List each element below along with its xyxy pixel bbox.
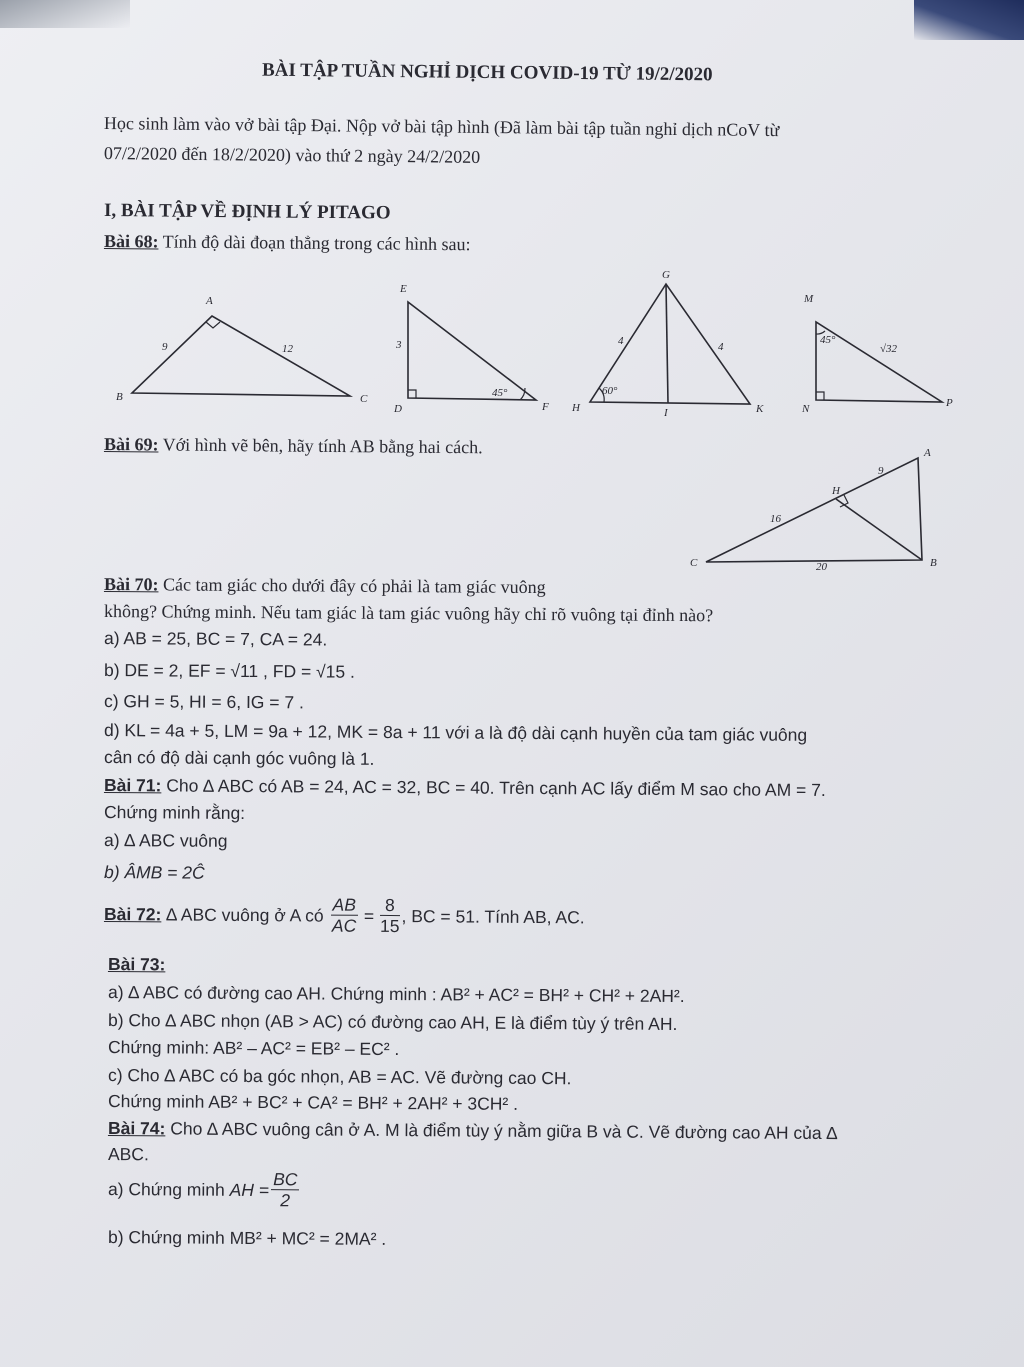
bai71-label: Bài 71: — [103, 775, 162, 796]
segment-ha-length: 9 — [878, 465, 884, 477]
fraction-ab-ac — [330, 895, 358, 936]
angle-f-value: 45° — [492, 387, 508, 399]
bai71-line-2: Chứng minh rằng: — [103, 802, 246, 823]
fraction-bc-2 — [271, 1169, 300, 1210]
label-g: G — [662, 269, 670, 281]
fraction-denominator-ac: AC — [331, 915, 357, 936]
bai69-figure — [686, 442, 946, 582]
bai74-a-lhs: AH = — [229, 1179, 270, 1200]
bai74-label: Bài 74: — [107, 1118, 166, 1139]
bai73-b-line-1: b) Cho ∆ ABC nhọn (AB > AC) có đường cao AH, E là điểm tùy ý trên AH. — [107, 1010, 678, 1034]
label-b: B — [116, 391, 123, 403]
side-ac-length: 12 — [282, 343, 293, 355]
triangle-edf — [408, 302, 536, 400]
bai71-a: a) ∆ ABC vuông — [103, 830, 228, 851]
bai74-a-pre: a) Chứng minh — [107, 1178, 230, 1200]
label-a: A — [206, 295, 213, 307]
label-m: M — [804, 293, 814, 305]
bai70-b: b) DE = 2, EF = √11 , FD = √15 . — [103, 660, 355, 682]
label-c: C — [360, 393, 368, 405]
label-h: H — [572, 402, 580, 414]
bai74-text-1: Cho ∆ ABC vuông cân ở A. M là điểm tùy ý nằm giữa B và C. Vẽ đường cao AH của ∆ — [165, 1118, 838, 1144]
bai72-post: , BC = 51. Tính AB, AC. — [401, 905, 585, 927]
fraction-numerator-ab: AB — [331, 895, 359, 916]
bai74-line-1 — [108, 1117, 837, 1144]
background-shadow — [0, 0, 130, 28]
bai71-b: b) ÂMB = 2Ĉ — [103, 862, 205, 883]
bai73-a: a) ∆ ABC có đường cao AH. Chứng minh : AB² + AC² = BH² + CH² + 2AH². — [107, 982, 685, 1007]
bai70-d-line-2: cân có độ dài cạnh góc vuông là 1. — [103, 747, 375, 769]
bai70-d-line-1: d) KL = 4a + 5, LM = 9a + 12, MK = 8a + 11 với a là độ dài cạnh huyền của tam giác vuông — [103, 720, 808, 745]
intro-line-2: 07/2/2020 đến 18/2/2020) vào thứ 2 ngày 24/2/2020 — [103, 143, 481, 167]
bai68-figure-4 — [800, 288, 970, 418]
label-c-69: C — [690, 557, 698, 569]
label-e: E — [400, 283, 407, 295]
bai72-label: Bài 72: — [103, 903, 162, 924]
bai73-c-line-1: c) Cho ∆ ABC có ba góc nhọn, AB = AC. Vẽ đường cao CH. — [107, 1065, 572, 1089]
bai68-text: Tính độ dài đoạn thẳng trong các hình sau: — [158, 231, 471, 255]
bai74-a — [108, 1168, 302, 1210]
triangle-abc-69 — [706, 458, 922, 562]
side-ed-length: 3 — [396, 339, 402, 351]
fraction-numerator-bc: BC — [271, 1169, 299, 1190]
segment-ch-length: 16 — [770, 513, 781, 525]
bai73-c-line-2: Chứng minh AB² + BC² + CA² = BH² + 2AH² + 3CH² . — [107, 1091, 519, 1114]
segment-cb-length: 20 — [816, 561, 827, 573]
page-title: BÀI TẬP TUẦN NGHỈ DỊCH COVID-19 TỪ 19/2/2020 — [261, 59, 713, 86]
background-fabric — [914, 0, 1024, 40]
bai70-text-1: Các tam giác cho dưới đây có phải là tam giác vuông — [158, 574, 546, 598]
label-n: N — [802, 403, 810, 415]
fraction-denominator-15: 15 — [379, 915, 400, 937]
label-p: P — [946, 397, 953, 409]
bai73-label: Bài 73: — [107, 954, 166, 975]
right-angle-mark-n — [816, 392, 824, 400]
bai72-line — [104, 893, 585, 937]
bai68-label: Bài 68: — [103, 231, 159, 252]
bai68-figure-3 — [566, 266, 781, 421]
intro-line-1: Học sinh làm vào vở bài tập Đại. Nộp vở bài tập hình (Đã làm bài tập tuần nghỉ dịch nCoV từ — [103, 113, 780, 141]
triangle-abc — [132, 316, 350, 396]
label-h-69: H — [832, 485, 840, 497]
bai70-c: c) GH = 5, HI = 6, IG = 7 . — [103, 691, 304, 713]
side-gh-length: 4 — [618, 335, 624, 347]
right-angle-mark-h — [840, 495, 848, 507]
bai74-b: b) Chứng minh MB² + MC² = 2MA² . — [107, 1227, 387, 1249]
angle-m-value: 45° — [820, 334, 836, 346]
label-a-69: A — [924, 447, 931, 459]
label-b-69: B — [930, 557, 937, 569]
label-f: F — [542, 401, 549, 413]
altitude-bh — [836, 499, 922, 560]
fraction-denominator-2: 2 — [280, 1190, 291, 1211]
bai73-b-line-2: Chứng minh: AB² – AC² = EB² – EC² . — [107, 1037, 400, 1060]
label-k: K — [756, 403, 764, 415]
right-angle-mark-a — [206, 322, 220, 328]
bai70-a: a) AB = 25, BC = 7, CA = 24. — [103, 628, 328, 650]
bai70-label: Bài 70: — [103, 574, 159, 595]
bai69-label: Bài 69: — [103, 434, 159, 455]
label-i: I — [664, 407, 668, 419]
section-heading: I, BÀI TẬP VỀ ĐỊNH LÝ PITAGO — [103, 200, 391, 224]
bai68-line — [104, 230, 471, 255]
fraction-8-15 — [380, 895, 400, 936]
bai72-pre: ∆ ABC vuông ở A có — [161, 903, 329, 926]
bai71-text: Cho ∆ ABC có AB = 24, AC = 32, BC = 40. Trên cạnh AC lấy điểm M sao cho AM = 7. — [161, 775, 826, 801]
fraction-numerator-8: 8 — [380, 895, 400, 916]
bai73-heading — [108, 953, 166, 975]
angle-h-value: 60° — [602, 385, 618, 397]
bai69-text: Với hình vẽ bên, hãy tính AB bằng hai cách. — [158, 434, 483, 458]
bai71-line-1 — [104, 774, 826, 801]
side-gk-length: 4 — [718, 341, 724, 353]
bai70-line-1 — [104, 573, 546, 598]
right-angle-mark-d — [408, 390, 416, 398]
label-d: D — [394, 403, 402, 415]
bai69-line — [104, 433, 483, 458]
bai68-figure-1 — [110, 290, 370, 415]
bai68-figure-2 — [388, 280, 558, 415]
bai74-line-2: ABC. — [107, 1144, 149, 1165]
bai70-line-2: không? Chứng minh. Nếu tam giác là tam giác vuông hãy chỉ rõ vuông tại đỉnh nào? — [103, 601, 714, 626]
side-mp-length: √32 — [880, 343, 898, 355]
side-ab-length: 9 — [162, 341, 168, 353]
altitude-gi — [666, 284, 668, 403]
bai72-equals: = — [363, 905, 375, 926]
